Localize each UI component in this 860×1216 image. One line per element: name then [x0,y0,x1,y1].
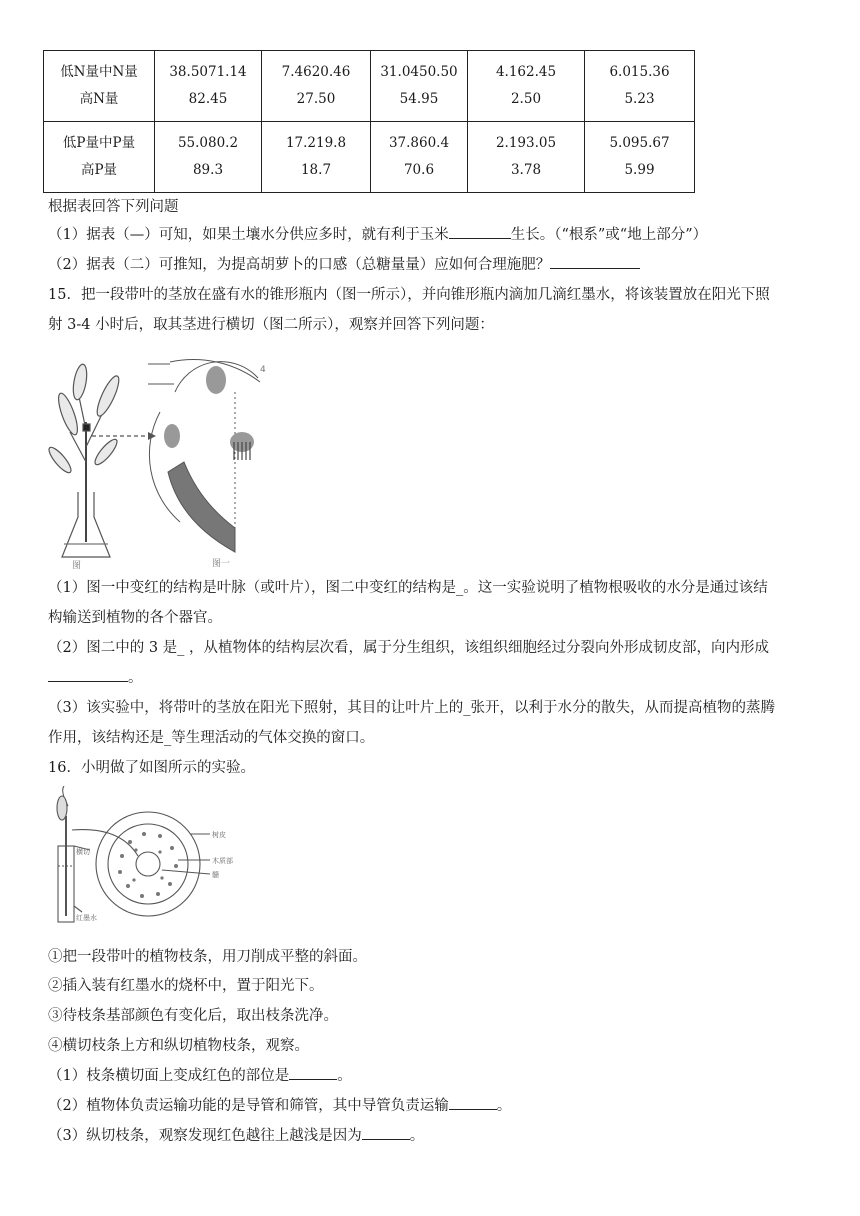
svg-text:横切: 横切 [76,848,90,856]
table-row [44,51,695,122]
data-table [43,50,695,193]
table-cell: 6.015.36 5.23 [585,51,695,122]
problem-15-q1-line2: 构输送到植物的各个器官。 [48,610,222,626]
table-cell: 2.193.05 3.78 [468,122,585,193]
problem-16-q3: （3）纵切枝条，观察发现红色越往上越浅是因为 。 [48,1125,820,1147]
answer-blank[interactable] [48,667,128,682]
table-cell: 37.860.4 70.6 [371,122,468,193]
answer-blank[interactable] [550,254,640,269]
svg-text:图一: 图一 [212,559,231,569]
problem-15-q1-line1: （1）图一中变红的结构是叶脉（或叶片），图二中变红的结构是_。这一实验说明了植物根吸收的水分是通过该结 [48,580,768,596]
row-label: 低N量中N量 高N量 [44,51,155,122]
table-cell: 4.162.45 2.50 [468,51,585,122]
svg-text:木质部: 木质部 [212,857,233,865]
intro-text: 根据表回答下列问题 [48,199,179,215]
problem-15-q2-line2: 。 [48,667,820,689]
svg-text:髓: 髓 [212,871,219,879]
answer-blank[interactable] [449,224,511,239]
problem-15-q3-line2: 作用，该结构还是_等生理活动的气体交换的窗口。 [48,730,375,746]
problem-15-line1: 15．把一段带叶的茎放在盛有水的锥形瓶内（图一所示），并向锥形瓶内滴加几滴红墨水，将该装置放在阳光下照 [48,287,770,303]
table-cell: 38.5071.14 82.45 [155,51,262,122]
answer-blank[interactable] [289,1065,337,1080]
table-cell: 7.4620.46 27.50 [262,51,371,122]
problem-15-line2: 射 3-4 小时后，取其茎进行横切（图二所示），观察并回答下列问题： [48,317,494,333]
step-2: ②插入装有红墨水的烧杯中，置于阳光下。 [48,978,324,994]
step-4: ④横切枝条上方和纵切植物枝条，观察。 [48,1038,309,1054]
row-label: 低P量中P量 高P量 [44,122,155,193]
problem-15-q3-line1: （3）该实验中，将带叶的茎放在阳光下照射，其目的让叶片上的_张开，以利于水分的散失，从而提高植物的蒸腾 [48,700,775,716]
step-1: ①把一段带叶的植物枝条，用刀削成平整的斜面。 [48,949,367,965]
problem-16-q2: （2）植物体负责运输功能的是导管和筛管，其中导管负责运输 。 [48,1095,820,1117]
svg-text:图: 图 [72,561,82,571]
svg-text:红墨水: 红墨水 [76,914,97,922]
stem-cross-section-figure [140,352,280,572]
step-3: ③待枝条基部颜色有变化后，取出枝条洗净。 [48,1008,338,1024]
table-cell: 31.0450.50 54.95 [371,51,468,122]
problem-16-title: 16．小明做了如图所示的实验。 [48,760,255,776]
svg-text:4: 4 [260,365,266,375]
table-cell: 17.219.8 18.7 [262,122,371,193]
problem-15-q2-line1: （2）图二中的 3 是_ ，从植物体的结构层次看，属于分生组织，该组织细胞经过分裂向外形成韧皮部，向内形成 [48,640,770,656]
table-cell: 5.095.67 5.99 [585,122,695,193]
branch-cross-section-figure [50,786,240,932]
question-1: （1）据表（—）可知，如果土壤水分供应多时，就有利于玉米 生长。（“根系”或“地上部分”） [48,224,820,246]
problem-16-q1: （1）枝条横切面上变成红色的部位是 。 [48,1065,820,1087]
table-cell: 55.080.2 89.3 [155,122,262,193]
table-row [44,122,695,193]
question-2: （2）据表（二）可推知，为提高胡萝卜的口感（总糖量量）应如何合理施肥？ [48,254,820,276]
answer-blank[interactable] [362,1125,410,1140]
svg-text:树皮: 树皮 [212,831,226,839]
answer-blank[interactable] [449,1095,497,1110]
